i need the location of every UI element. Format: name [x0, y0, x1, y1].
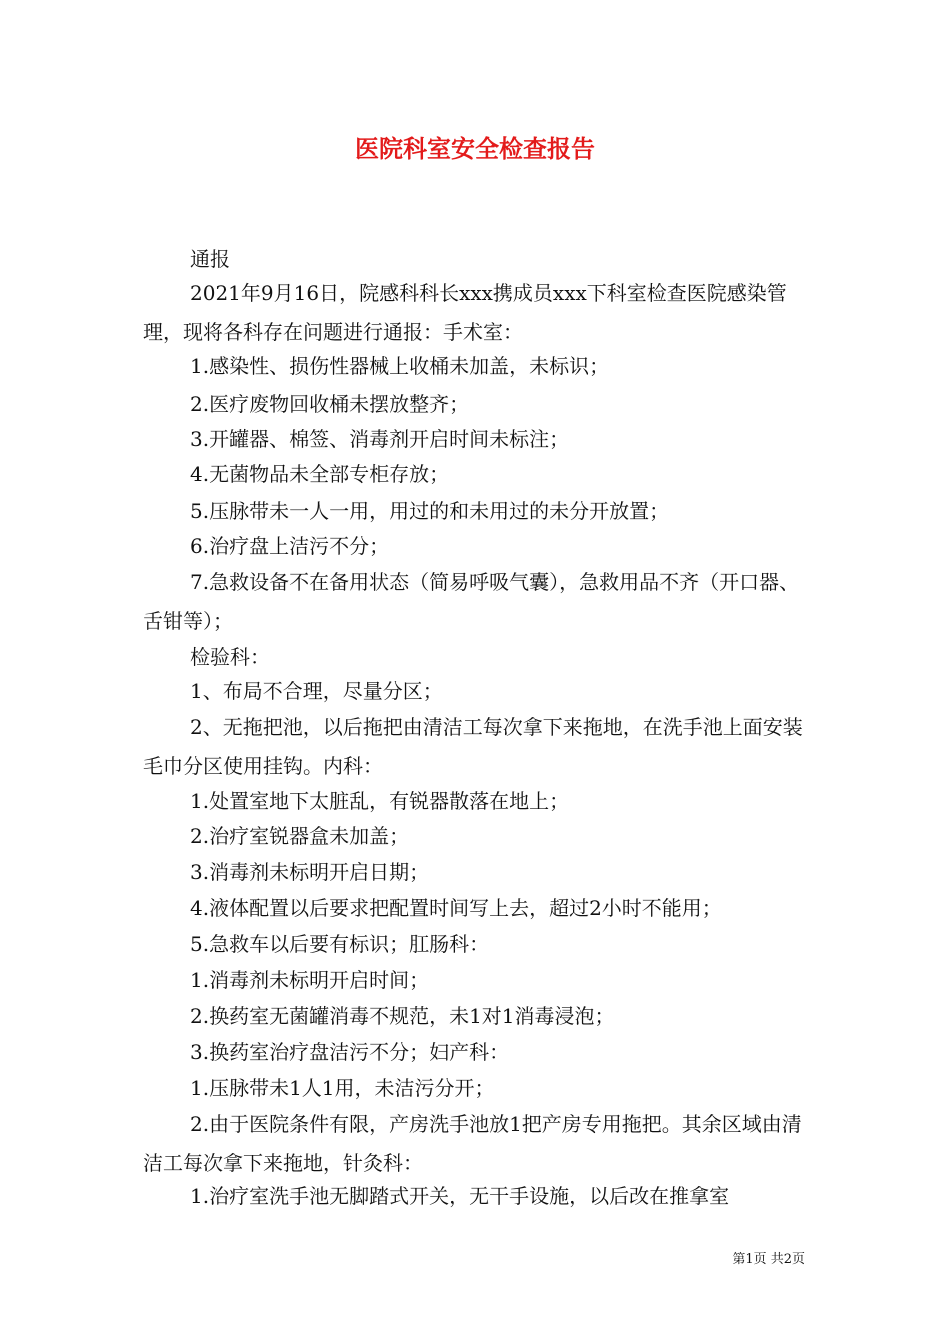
- paragraph-item: 3.换药室治疗盘洁污不分；妇产科：: [190, 1040, 510, 1064]
- paragraph-item: 2.由于医院条件有限，产房洗手池放1把产房专用拖把。其余区域由清洁工每次拿下来拖地，针灸科：: [143, 1112, 802, 1175]
- paragraph-item: 3.开罐器、棉签、消毒剂开启时间未标注；: [190, 427, 570, 451]
- document-title: 医院科室安全检查报告: [355, 134, 595, 163]
- paragraph-item: 5.急救车以后要有标识；肛肠科：: [190, 932, 490, 956]
- paragraph-item: 4.液体配置以后要求把配置时间写上去，超过2小时不能用；: [190, 896, 722, 920]
- paragraph-item: 2.治疗室锐器盒未加盖；: [190, 824, 410, 848]
- paragraph-item: 1.压脉带未1人1用，未洁污分开；: [190, 1076, 495, 1100]
- paragraph-item: 1、布局不合理，尽量分区；: [190, 679, 443, 703]
- paragraph-item: 1.治疗室洗手池无脚踏式开关，无干手设施，以后改在推拿室: [190, 1184, 730, 1208]
- paragraph-item: 7.急救设备不在备用状态（简易呼吸气囊），急救用品不齐（开口器、舌钳等）；: [143, 570, 800, 633]
- paragraph-item: 2、无拖把池，以后拖把由清洁工每次拿下来拖地，在洗手池上面安装毛巾分区使用挂钩。内科：: [143, 715, 803, 778]
- paragraph-intro: 2021年9月16日，院感科科长xxx携成员xxx下科室检查医院感染管理，现将各科存在问题进行通报：手术室：: [143, 281, 787, 344]
- paragraph-item: 5.压脉带未一人一用，用过的和未用过的未分开放置；: [190, 499, 670, 523]
- paragraph-item: 1.感染性、损伤性器械上收桶未加盖，未标识；: [190, 354, 610, 378]
- paragraph-item: 6.治疗盘上洁污不分；: [190, 534, 390, 558]
- page-number-footer: 第1页 共2页: [732, 1252, 805, 1267]
- paragraph-item: 2.医疗废物回收桶未摆放整齐；: [190, 392, 470, 416]
- paragraph-item: 2.换药室无菌罐消毒不规范，未1对1消毒浸泡；: [190, 1004, 615, 1028]
- paragraph-item: 1.处置室地下太脏乱，有锐器散落在地上；: [190, 789, 570, 813]
- paragraph-item: 4.无菌物品未全部专柜存放；: [190, 462, 450, 486]
- paragraph-item: 1.消毒剂未标明开启时间；: [190, 968, 430, 992]
- paragraph-section-heading: 检验科：: [190, 645, 270, 669]
- paragraph-item: 3.消毒剂未标明开启日期；: [190, 860, 430, 884]
- paragraph-notice-heading: 通报: [190, 247, 230, 271]
